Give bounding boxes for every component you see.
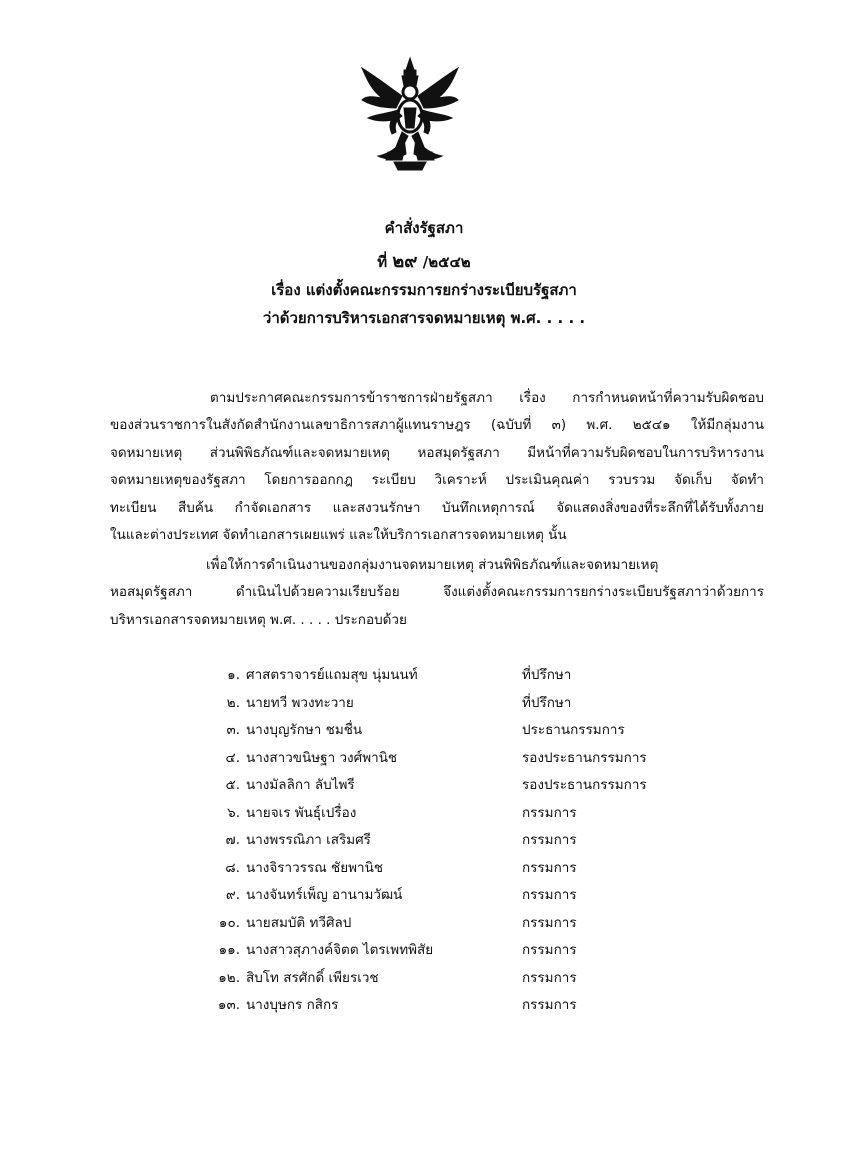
member-number: ๕.	[225, 777, 240, 793]
member-role: กรรมการ	[522, 997, 577, 1013]
subject-line-1: เรื่อง แต่งตั้งคณะกรรมการยกร่างระเบียบรัฐสภา	[271, 281, 577, 299]
member-name: นายสมบัติ ทวีศิลป	[246, 914, 352, 931]
list-item	[200, 690, 720, 718]
member-list	[200, 662, 720, 1020]
member-name: นางมัลลิกา ลับไพรี	[246, 777, 355, 793]
order-number-handwritten: ๒๙	[392, 251, 418, 272]
list-item	[200, 965, 720, 993]
list-item	[200, 800, 720, 828]
list-item	[200, 662, 720, 690]
paragraph-1	[110, 385, 764, 549]
list-item	[200, 745, 720, 773]
member-name: นางบุษกร กสิกร	[246, 997, 339, 1013]
member-role: กรรมการ	[522, 942, 577, 958]
order-number-suffix: /๒๕๔๒	[422, 253, 471, 271]
member-role: รองประธานกรรมการ	[522, 777, 647, 793]
paragraph-line: บริหารเอกสารจดหมายเหตุ พ.ศ. . . . . ประกอบด้วย	[110, 611, 407, 628]
member-number: ๘.	[225, 859, 240, 876]
list-item	[200, 882, 720, 910]
member-number: ๑.	[227, 667, 240, 683]
member-number: ๒.	[226, 694, 240, 711]
member-number: ๑๐.	[218, 914, 240, 931]
paragraph-line: หอสมุดรัฐสภา ดำเนินไปด้วยความเรียบร้อย จึงแต่งตั้งคณะกรรมการยกร่างระเบียบรัฐสภาว่าด้วยการ	[110, 584, 764, 601]
member-number: ๑๑.	[218, 942, 240, 958]
paragraph-line: จดหมายเหตุของรัฐสภา โดยการออกกฎ ระเบียบ วิเคราะห์ ประเมินคุณค่า รวบรวม จัดเก็บ จัดทำ	[110, 472, 764, 489]
paragraph-line: ในและต่างประเทศ จัดทำเอกสารเผยแพร่ และให้บริการเอกสารจดหมายเหตุ นั้น	[110, 527, 567, 544]
paragraph-line: ของส่วนราชการในสังกัดสำนักงานเลขาธิการสภาผู้แทนราษฎร (ฉบับที่ ๓) พ.ศ. ๒๕๔๑ ให้มีกลุ่มงาน	[110, 417, 764, 434]
paragraph-line: จดหมายเหตุ ส่วนพิพิธภัณฑ์และจดหมายเหตุ หอสมุดรัฐสภา มีหน้าที่ความรับผิดชอบในการบริหารงาน	[110, 444, 764, 461]
member-role: กรรมการ	[522, 887, 577, 903]
member-name: นางจันทร์เพ็ญ อานามวัฒน์	[246, 887, 403, 903]
member-name: นางสาวสุภางค์จิตต ไตรเพทพิสัย	[246, 942, 434, 958]
member-name: นางสาวขนิษฐา วงศ์พานิช	[246, 749, 398, 766]
list-item	[200, 910, 720, 938]
paragraph-line: ตามประกาศคณะกรรมการข้าราชการฝ่ายรัฐสภา เรื่อง การกำหนดหน้าที่ความรับผิดชอบ	[210, 390, 764, 406]
list-item	[200, 717, 720, 745]
member-name: นางบุญรักษา ชมชื่น	[246, 722, 363, 738]
list-item	[200, 937, 720, 965]
member-number: ๙.	[225, 887, 240, 903]
paragraph-line: เพื่อให้การดำเนินงานของกลุ่มงานจดหมายเหตุ ส่วนพิพิธภัณฑ์และจดหมายเหตุ	[206, 557, 659, 573]
member-role: รองประธานกรรมการ	[522, 749, 647, 766]
member-name: สิบโท สรศักดิ์ เพียรเวช	[246, 969, 379, 986]
member-name: นายจเร พันธุ์เปรื่อง	[246, 804, 357, 821]
member-number: ๑๓.	[217, 997, 240, 1013]
garuda-emblem-icon	[358, 56, 462, 172]
list-item	[200, 827, 720, 855]
member-role: ที่ปรึกษา	[522, 667, 572, 683]
list-item	[200, 992, 720, 1020]
subject-line-2: ว่าด้วยการบริหารเอกสารจดหมายเหตุ พ.ศ. . . . .	[262, 309, 586, 327]
member-name: นายทวี พวงทะวาย	[246, 694, 354, 711]
member-role: กรรมการ	[522, 832, 577, 848]
member-number: ๔.	[225, 749, 240, 766]
member-role: กรรมการ	[522, 859, 577, 876]
order-number-prefix: ที่	[377, 253, 388, 271]
member-number: ๓.	[226, 722, 240, 738]
order-title: คำสั่งรัฐสภา	[384, 219, 464, 237]
order-number	[0, 246, 848, 275]
member-name: นางจิราวรรณ ชัยพานิช	[246, 859, 383, 876]
member-role: กรรมการ	[522, 914, 577, 931]
member-name: นางพรรณิภา เสริมศรี	[246, 832, 371, 848]
paragraph-2	[110, 552, 764, 634]
member-role: ประธานกรรมการ	[522, 722, 625, 738]
member-role: กรรมการ	[522, 804, 577, 821]
member-role: กรรมการ	[522, 969, 577, 986]
member-number: ๑๒.	[218, 969, 240, 986]
paragraph-line: ทะเบียน สืบค้น กำจัดเอกสาร และสงวนรักษา บันทึกเหตุการณ์ จัดแสดงสิ่งของที่ระลึกที่ได้รับทั้งภาย	[110, 499, 764, 516]
list-item	[200, 772, 720, 800]
member-number: ๖.	[227, 804, 240, 821]
member-number: ๗.	[225, 832, 240, 848]
member-role: ที่ปรึกษา	[522, 694, 572, 711]
member-name: ศาสตราจารย์แถมสุข นุ่มนนท์	[246, 667, 418, 683]
list-item	[200, 855, 720, 883]
